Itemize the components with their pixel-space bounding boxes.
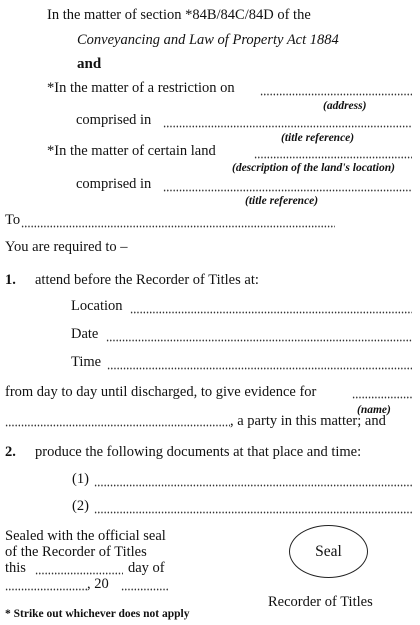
address-hint: (address) xyxy=(323,100,367,112)
to-field[interactable] xyxy=(21,225,335,228)
date-label: Date xyxy=(71,326,99,342)
seal-label: Seal xyxy=(315,542,342,560)
name-hint: (name) xyxy=(357,404,391,416)
land-comprised-label: comprised in xyxy=(76,176,152,192)
restriction-title-ref-hint: (title reference) xyxy=(281,132,355,144)
sealed-line-1: Sealed with the official seal xyxy=(5,528,166,544)
official-seal xyxy=(289,525,368,578)
party-name-field[interactable] xyxy=(5,424,230,427)
and-conjunction: and xyxy=(77,56,102,72)
act-title: Conveyancing and Law of Property Act 1884 xyxy=(77,32,339,48)
evidence-for-field[interactable] xyxy=(352,396,412,399)
restriction-title-ref-field[interactable] xyxy=(163,125,412,128)
item2-text: produce the following documents at that place and time: xyxy=(35,444,362,460)
location-label: Location xyxy=(71,298,123,314)
time-label: Time xyxy=(71,354,102,370)
land-label: *In the matter of certain land xyxy=(47,143,216,159)
sealed-line-2: of the Recorder of Titles xyxy=(5,544,147,560)
year-field[interactable] xyxy=(121,588,168,591)
header-line: In the matter of section *84B/84C/84D of the xyxy=(47,7,311,23)
month-field[interactable] xyxy=(5,588,87,591)
document-1-field[interactable] xyxy=(94,484,412,487)
recorder-signature-label: Recorder of Titles xyxy=(268,594,373,610)
land-location-field[interactable] xyxy=(254,156,412,159)
address-field[interactable] xyxy=(260,93,412,96)
evidence-text: from day to day until discharged, to give evidence for xyxy=(5,384,317,400)
location-field[interactable] xyxy=(130,311,412,314)
year-label: , 20 xyxy=(87,576,109,592)
day-field[interactable] xyxy=(35,572,123,575)
to-label: To xyxy=(5,212,21,228)
item1-number: 1. xyxy=(5,272,16,288)
land-title-ref-hint: (title reference) xyxy=(245,195,319,207)
document-1-label: (1) xyxy=(72,471,89,487)
day-of-label: day of xyxy=(128,560,165,576)
document-2-label: (2) xyxy=(72,498,89,514)
sealed-this-label: this xyxy=(5,560,26,576)
land-location-hint: (description of the land's location) xyxy=(232,162,395,174)
document-2-field[interactable] xyxy=(94,511,412,514)
restriction-label: *In the matter of a restriction on xyxy=(47,80,235,96)
restriction-comprised-label: comprised in xyxy=(76,112,152,128)
required-heading: You are required to – xyxy=(5,239,128,255)
item1-text: attend before the Recorder of Titles at: xyxy=(35,272,259,288)
item2-number: 2. xyxy=(5,444,16,460)
date-field[interactable] xyxy=(106,339,412,342)
land-title-ref-field[interactable] xyxy=(163,189,412,192)
party-suffix: , a party in this matter; and xyxy=(230,413,386,429)
footnote: * Strike out whichever does not apply xyxy=(5,608,190,620)
time-field[interactable] xyxy=(107,367,412,370)
